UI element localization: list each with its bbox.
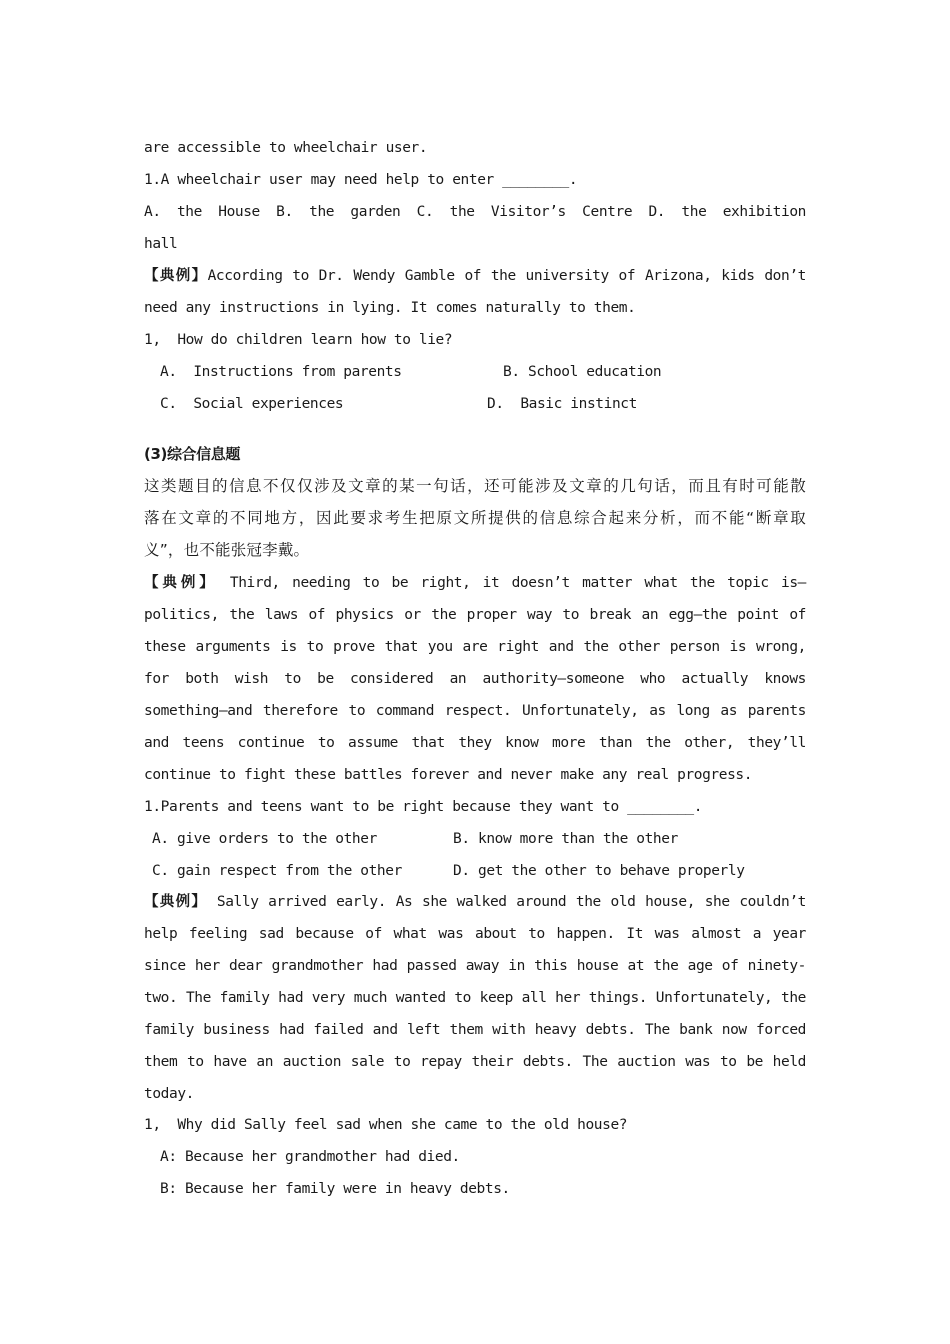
argue-text-5: something—and therefore to command respect. Unfortunately, as long as parents [144, 703, 806, 719]
argue-option-c: C. gain respect from the other [152, 863, 402, 879]
argue-text-4: for both wish to be considered an authority—someone who actually knows [144, 671, 806, 687]
argue-text-1: Third, needing to be right, it doesn’t matter what the topic is— [229, 575, 806, 591]
sally-text-2: help feeling sad because of what was about to happen. It was almost a year [144, 926, 806, 942]
sally-question: 1, Why did Sally feel sad when she came to the old house? [144, 1117, 628, 1133]
example-tag: 【典例】 [144, 575, 218, 591]
argue-text-2: politics, the laws of physics or the proper way to break an egg—the point of [144, 607, 806, 623]
argue-option-d: D. get the other to behave properly [453, 863, 745, 879]
section-desc-3: 义”，也不能张冠李戴。 [144, 541, 310, 559]
wheelchair-options: A. the House B. the garden C. the Visitor’s Centre D. the exhibition [144, 204, 806, 220]
sally-example-line-1 [144, 892, 806, 912]
section-desc-1: 这类题目的信息不仅仅涉及文章的某一句话，还可能涉及文章的几句话，而且有时可能散 [144, 477, 806, 495]
argue-option-a: A. give orders to the other [152, 831, 377, 847]
lying-option-b: B. School education [503, 364, 662, 380]
lying-example-line [144, 266, 806, 286]
sally-text-3: since her dear grandmother had passed away in this house at the age of ninety- [144, 958, 806, 974]
lying-example-text: According to Dr. Wendy Gamble of the university of Arizona, kids don’t [207, 268, 806, 284]
sally-text-4: two. The family had very much wanted to keep all her things. Unfortunately, the [144, 990, 806, 1006]
sally-text-7: today. [144, 1086, 194, 1102]
lying-option-c: C. Social experiences [160, 396, 344, 412]
argue-option-b: B. know more than the other [453, 831, 678, 847]
continuation-text: are accessible to wheelchair user. [144, 140, 428, 156]
section-heading: (3)综合信息题 [144, 445, 240, 463]
wheelchair-options-wrap: hall [144, 236, 178, 252]
example-tag: 【典例】 [144, 894, 208, 910]
argue-text-7: continue to fight these battles forever and never make any real progress. [144, 767, 753, 783]
lying-question: 1, How do children learn how to lie? [144, 332, 453, 348]
sally-text-5: family business had failed and left them with heavy debts. The bank now forced [144, 1022, 806, 1038]
wheelchair-question: 1.A wheelchair user may need help to enter ________. [144, 172, 578, 188]
argue-example-line-1 [144, 573, 806, 593]
sally-option-b: B: Because her family were in heavy debts. [160, 1181, 510, 1197]
example-tag: 【典例】 [144, 268, 208, 284]
sally-text-6: them to have an auction sale to repay their debts. The auction was to be held [144, 1054, 806, 1070]
lying-option-a: A. Instructions from parents [160, 364, 402, 380]
lying-example-text-2: need any instructions in lying. It comes naturally to them. [144, 300, 636, 316]
lying-option-d: D. Basic instinct [487, 396, 637, 412]
section-desc-2: 落在文章的不同地方，因此要求考生把原文所提供的信息综合起来分析，而不能“断章取 [144, 509, 806, 527]
sally-option-a: A: Because her grandmother had died. [160, 1149, 460, 1165]
argue-text-6: and teens continue to assume that they know more than the other, they’ll [144, 735, 806, 751]
argue-text-3: these arguments is to prove that you are right and the other person is wrong, [144, 639, 806, 655]
sally-text-1: Sally arrived early. As she walked around the old house, she couldn’t [216, 894, 806, 910]
argue-question: 1.Parents and teens want to be right because they want to ________. [144, 799, 703, 815]
